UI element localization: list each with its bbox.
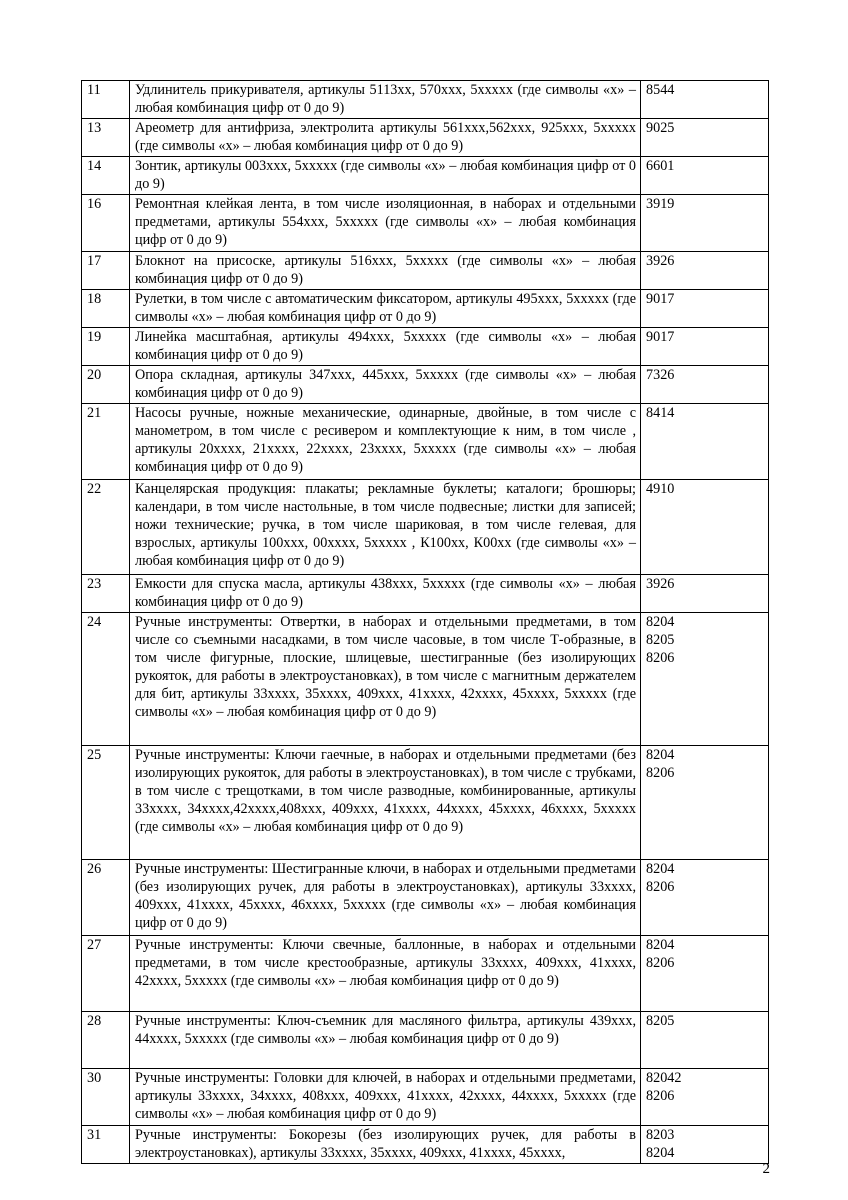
product-table-body	[82, 81, 769, 1164]
tnved-codes	[641, 480, 769, 575]
table-row	[82, 613, 769, 746]
row-number: 28	[82, 1012, 130, 1069]
product-description: Опора складная, артикулы 347ххх, 445ххх, 5ххххх (где символы «х» – любая комбинация цифр от 0 до 9)	[130, 366, 641, 404]
tnved-code: 8204	[646, 747, 675, 763]
product-description: Ареометр для антифриза, электролита артикулы 561ххх,562ххх, 925ххх, 5ххххх (где символы «х» – любая комбинация цифр от 0 до 9)	[130, 119, 641, 157]
row-number: 25	[82, 746, 130, 860]
tnved-code: 3926	[646, 576, 675, 592]
tnved-codes	[641, 1069, 769, 1126]
tnved-codes	[641, 81, 769, 119]
product-description: Ручные инструменты: Головки для ключей, в наборах и отдельными предметами, артикулы 33хххх, 34хххх, 408ххх, 409ххх, 41хххх, 42хххх, 44хххх, 5ххххх (где символы «х» – любая комбинация цифр от 0 до 9)	[130, 1069, 641, 1126]
tnved-code: 8206	[646, 1088, 675, 1104]
row-number: 31	[82, 1126, 130, 1164]
product-table	[81, 80, 769, 1164]
tnved-codes	[641, 404, 769, 480]
product-description: Емкости для спуска масла, артикулы 438ххх, 5ххххх (где символы «х» – любая комбинация цифр от 0 до 9)	[130, 575, 641, 613]
table-row	[82, 936, 769, 1012]
tnved-code: 3926	[646, 253, 675, 269]
row-number: 13	[82, 119, 130, 157]
product-description: Ручные инструменты: Ключ-съемник для масляного фильтра, артикулы 439ххх, 44хххх, 5ххххх (где символы «х» – любая комбинация цифр от 0 до 9)	[130, 1012, 641, 1069]
tnved-code: 8206	[646, 955, 675, 971]
product-description: Ручные инструменты: Отвертки, в наборах и отдельными предметами, в том числе со съемными насадками, в том числе часовые, в том числе Т-образные, в том числе фигурные, плоские, шлицевые, шестигранные (без изолирующих рукояток, для работы в электроустановках), в том числе с магнитным держателем для бит, артикулы 33хххх, 35хххх, 409ххх, 41хххх, 42хххх, 45хххх, 5ххххх (где символы «х» – любая комбинация цифр от 0 до 9)	[130, 613, 641, 746]
row-number: 30	[82, 1069, 130, 1126]
row-number: 26	[82, 860, 130, 936]
tnved-code: 82042	[646, 1070, 682, 1086]
tnved-codes	[641, 936, 769, 1012]
product-description: Рулетки, в том числе с автоматическим фиксатором, артикулы 495ххх, 5ххххх (где символы «х» – любая комбинация цифр от 0 до 9)	[130, 290, 641, 328]
tnved-code: 9017	[646, 291, 675, 307]
row-number: 22	[82, 480, 130, 575]
tnved-code: 8204	[646, 1145, 675, 1161]
tnved-code: 8206	[646, 650, 675, 666]
product-description: Удлинитель прикуривателя, артикулы 5113хх, 570ххх, 5ххххх (где символы «х» – любая комбинация цифр от 0 до 9)	[130, 81, 641, 119]
table-row	[82, 404, 769, 480]
tnved-code: 8206	[646, 879, 675, 895]
product-description: Линейка масштабная, артикулы 494ххх, 5ххххх (где символы «х» – любая комбинация цифр от 0 до 9)	[130, 328, 641, 366]
tnved-codes	[641, 195, 769, 252]
tnved-codes	[641, 1126, 769, 1164]
table-row	[82, 366, 769, 404]
table-row	[82, 1012, 769, 1069]
table-row	[82, 860, 769, 936]
product-description: Ручные инструменты: Шестигранные ключи, в наборах и отдельными предметами (без изолирующих ручек, для работы в электроустановках), артикулы 33хххх, 409ххх, 41хххх, 45хххх, 46хххх, 5ххххх (где символы «х» – любая комбинация цифр от 0 до 9)	[130, 860, 641, 936]
tnved-code: 8414	[646, 405, 675, 421]
tnved-code: 3919	[646, 196, 675, 212]
tnved-code: 8544	[646, 82, 675, 98]
table-row	[82, 1126, 769, 1164]
tnved-code: 8206	[646, 765, 675, 781]
tnved-codes	[641, 1012, 769, 1069]
table-row	[82, 1069, 769, 1126]
tnved-code: 8205	[646, 1013, 675, 1029]
product-description: Канцелярская продукция: плакаты; рекламные буклеты; каталоги; брошюры; календари, в том числе настольные, в том числе подвесные; листки для записей; ножи технические; ручка, в том числе шариковая, в том числе гелевая, для взрослых, артикулы 100ххх, 00хххх, 5ххххх , К100хх, К00хх (где символы «х» – любая комбинация цифр от 0 до 9)	[130, 480, 641, 575]
tnved-codes	[641, 575, 769, 613]
tnved-code: 8203	[646, 1127, 675, 1143]
product-description: Ручные инструменты: Бокорезы (без изолирующих ручек, для работы в электроустановках), артикулы 33хххх, 35хххх, 409ххх, 41хххх, 45хххх,	[130, 1126, 641, 1164]
tnved-codes	[641, 290, 769, 328]
tnved-codes	[641, 119, 769, 157]
table-row	[82, 252, 769, 290]
row-number: 20	[82, 366, 130, 404]
product-description: Блокнот на присоске, артикулы 516ххх, 5ххххх (где символы «х» – любая комбинация цифр от 0 до 9)	[130, 252, 641, 290]
tnved-codes	[641, 328, 769, 366]
tnved-codes	[641, 746, 769, 860]
tnved-codes	[641, 157, 769, 195]
row-number: 21	[82, 404, 130, 480]
table-row	[82, 746, 769, 860]
table-row	[82, 157, 769, 195]
row-number: 19	[82, 328, 130, 366]
tnved-code: 6601	[646, 158, 675, 174]
tnved-code: 8204	[646, 614, 675, 630]
tnved-code: 8204	[646, 861, 675, 877]
row-number: 24	[82, 613, 130, 746]
row-number: 17	[82, 252, 130, 290]
row-number: 14	[82, 157, 130, 195]
tnved-code: 8204	[646, 937, 675, 953]
tnved-codes	[641, 860, 769, 936]
product-description: Зонтик, артикулы 003ххх, 5ххххх (где символы «х» – любая комбинация цифр от 0 до 9)	[130, 157, 641, 195]
tnved-code: 7326	[646, 367, 675, 383]
row-number: 27	[82, 936, 130, 1012]
table-row	[82, 328, 769, 366]
row-number: 23	[82, 575, 130, 613]
product-description: Ремонтная клейкая лента, в том числе изоляционная, в наборах и отдельными предметами, артикулы 554ххх, 5ххххх (где символы «х» – любая комбинация цифр от 0 до 9)	[130, 195, 641, 252]
product-description: Ручные инструменты: Ключи свечные, баллонные, в наборах и отдельными предметами, в том числе крестообразные, артикулы 33хххх, 409ххх, 41хххх, 42хххх, 5ххххх (где символы «х» – любая комбинация цифр от 0 до 9)	[130, 936, 641, 1012]
tnved-code: 9017	[646, 329, 675, 345]
table-row	[82, 575, 769, 613]
tnved-code: 9025	[646, 120, 675, 136]
tnved-codes	[641, 366, 769, 404]
table-row	[82, 119, 769, 157]
tnved-codes	[641, 252, 769, 290]
table-row	[82, 290, 769, 328]
table-row	[82, 81, 769, 119]
table-row	[82, 480, 769, 575]
row-number: 16	[82, 195, 130, 252]
tnved-codes	[641, 613, 769, 746]
table-row	[82, 195, 769, 252]
product-description: Ручные инструменты: Ключи гаечные, в наборах и отдельными предметами (без изолирующих рукояток, для работы в электроустановках), в том числе с трубками, в том числе с трещотками, в том числе разводные, комбинированные, артикулы 33хххх, 34хххх,42хххх,408ххх, 409ххх, 41хххх, 44хххх, 45хххх, 46хххх, 5ххххх (где символы «х» – любая комбинация цифр от 0 до 9)	[130, 746, 641, 860]
page-number: 2	[762, 1161, 770, 1177]
tnved-code: 8205	[646, 632, 675, 648]
product-description: Насосы ручные, ножные механические, одинарные, двойные, в том числе с манометром, в том числе с ресивером и комплектующие к ним, в том числе , артикулы 20хххх, 21хххх, 22хххх, 23хххх, 5ххххх (где символы «х» – любая комбинация цифр от 0 до 9)	[130, 404, 641, 480]
row-number: 18	[82, 290, 130, 328]
row-number: 11	[82, 81, 130, 119]
tnved-code: 4910	[646, 481, 675, 497]
